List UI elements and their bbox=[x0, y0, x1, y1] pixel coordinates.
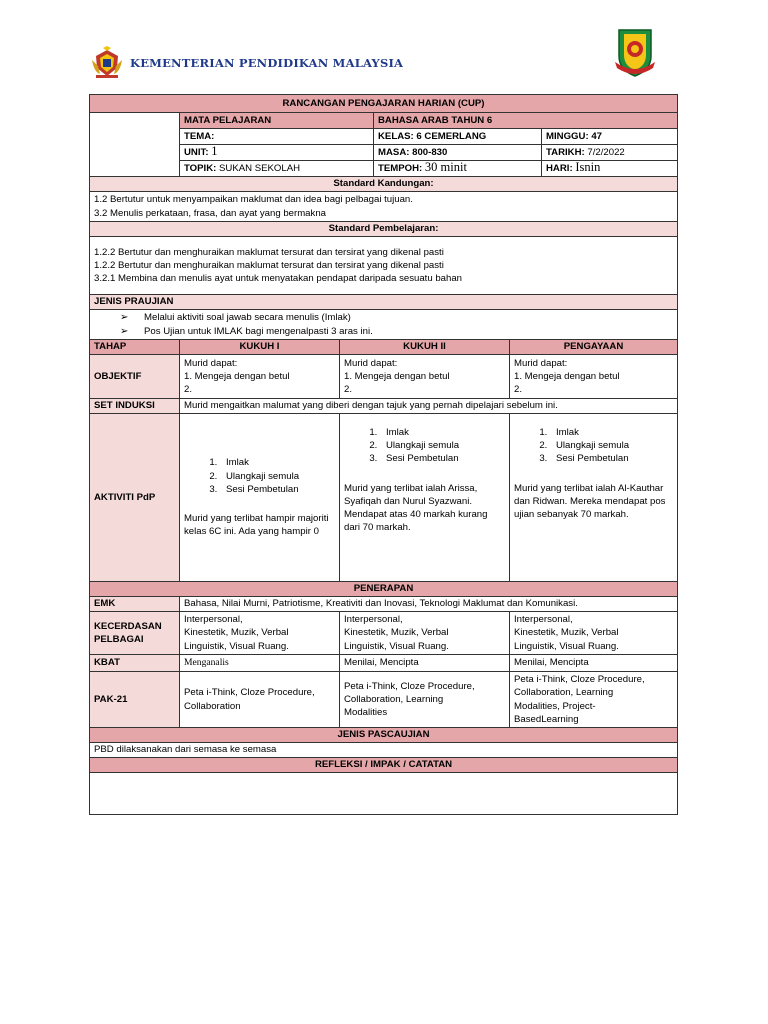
pak-line: Peta i-Think, Cloze Procedure, bbox=[184, 687, 315, 699]
aktiviti-k1 bbox=[180, 414, 340, 582]
kp-line: Kinestetik, Muzik, Verbal bbox=[514, 627, 619, 639]
kp-line: Interpersonal, bbox=[344, 614, 403, 626]
objektif-line: 1. Mengeja dengan betul bbox=[184, 370, 290, 382]
topik-value: SUKAN SEKOLAH bbox=[219, 162, 301, 174]
kp-line: Linguistik, Visual Ruang. bbox=[344, 640, 449, 652]
objektif-pengayaan bbox=[510, 355, 678, 399]
kukuh1-header: KUKUH I bbox=[180, 340, 340, 355]
pak21-label: PAK-21 bbox=[90, 672, 180, 728]
school-crest-icon bbox=[611, 26, 659, 78]
sk-line: 1.2 Bertutur untuk menyampaikan maklumat dan idea bagi pelbagai tujuan. bbox=[94, 194, 413, 206]
kecerdasan-k1 bbox=[180, 612, 340, 655]
refleksi-header: REFLEKSI / IMPAK / CATATAN bbox=[90, 758, 678, 773]
kp-line: Linguistik, Visual Ruang. bbox=[184, 640, 289, 652]
pak21-k2 bbox=[340, 672, 510, 728]
pascaujian-value: PBD dilaksanakan dari semasa ke semasa bbox=[90, 743, 678, 758]
unit-field bbox=[180, 145, 374, 161]
pak-line: BasedLearning bbox=[514, 713, 579, 725]
praujian-content bbox=[90, 310, 678, 340]
lesson-plan-table bbox=[89, 94, 678, 815]
ministry-header bbox=[90, 46, 403, 80]
masa-value: 800-830 bbox=[412, 146, 448, 158]
tarikh-label: TARIKH: bbox=[546, 146, 585, 158]
objektif-label: OBJEKTIF bbox=[90, 355, 180, 399]
praujian-list bbox=[94, 311, 673, 337]
objektif-line: Murid dapat: bbox=[184, 357, 238, 369]
kp-line: Interpersonal, bbox=[184, 614, 243, 626]
pak-line: Peta i-Think, Cloze Procedure, bbox=[514, 674, 645, 686]
pengayaan-header: PENGAYAAN bbox=[510, 340, 678, 355]
kecerdasan-label-line: PELBAGAI bbox=[94, 634, 144, 645]
minggu-value: 47 bbox=[591, 130, 602, 142]
hari-label: HARI: bbox=[546, 163, 573, 175]
emk-value: Bahasa, Nilai Murni, Patriotisme, Kreativiti dan Inovasi, Teknologi Maklumat dan Komunikasi. bbox=[180, 597, 678, 612]
subject-label: MATA PELAJARAN bbox=[180, 113, 374, 129]
aktiviti-item: 3. Sesi Pembetulan bbox=[220, 483, 335, 496]
objektif-line: 2. bbox=[344, 384, 353, 396]
pascaujian-header: JENIS PASCAUJIAN bbox=[90, 728, 678, 743]
tarikh-value: 7/2/2022 bbox=[587, 146, 625, 158]
kp-line: Kinestetik, Muzik, Verbal bbox=[344, 627, 449, 639]
pak-line: Collaboration, Learning bbox=[344, 693, 444, 705]
objektif-line: Murid dapat: bbox=[514, 357, 568, 369]
pak-line: Collaboration bbox=[184, 700, 241, 712]
pak-line: Collaboration, Learning bbox=[514, 687, 614, 699]
aktiviti-item: 2. Ulangkaji semula bbox=[220, 470, 335, 483]
sp-line: 1.2.2 Bertutur dan menghuraikan maklumat tersurat dan tersirat yang dikenal pasti bbox=[94, 246, 444, 258]
kbat-pengayaan: Menilai, Mencipta bbox=[510, 655, 678, 672]
unit-value: 1 bbox=[211, 144, 218, 159]
masa-label: MASA: bbox=[378, 146, 410, 158]
tempoh-field bbox=[374, 161, 542, 177]
aktiviti-pengayaan bbox=[510, 414, 678, 582]
kelas-field bbox=[374, 129, 542, 145]
unit-label: UNIT: bbox=[184, 147, 209, 159]
objektif-line: 2. bbox=[514, 384, 523, 396]
aktiviti-item: 3. Sesi Pembetulan bbox=[380, 452, 505, 465]
refleksi-content[interactable] bbox=[90, 773, 678, 815]
aktiviti-label: AKTIVITI PdP bbox=[90, 414, 180, 582]
penerapan-header: PENERAPAN bbox=[90, 582, 678, 597]
topik-field bbox=[180, 161, 374, 177]
pak-line: Modalities bbox=[344, 707, 388, 719]
standard-pembelajaran-content bbox=[90, 237, 678, 295]
kelas-label: KELAS: bbox=[378, 130, 414, 142]
kecerdasan-k2 bbox=[340, 612, 510, 655]
doc-title: RANCANGAN PENGAJARAN HARIAN (CUP) bbox=[90, 95, 678, 113]
objektif-line: 1. Mengeja dengan betul bbox=[514, 370, 620, 382]
praujian-header: JENIS PRAUJIAN bbox=[90, 295, 678, 310]
kecerdasan-pengayaan bbox=[510, 612, 678, 655]
sp-line: 3.2.1 Membina dan menulis ayat untuk menyatakan pendapat daripada sesuatu bahan bbox=[94, 273, 463, 285]
kelas-value: 6 CEMERLANG bbox=[416, 130, 487, 142]
masa-field bbox=[374, 145, 542, 161]
aktiviti-item: 1. Imlak bbox=[380, 426, 505, 439]
objektif-line: 2. bbox=[184, 384, 193, 396]
coat-of-arms-icon bbox=[90, 46, 124, 80]
aktiviti-list bbox=[184, 456, 335, 496]
pak21-k1 bbox=[180, 672, 340, 728]
hari-field bbox=[542, 161, 678, 177]
objektif-k2 bbox=[340, 355, 510, 399]
tempoh-value: 30 minit bbox=[424, 160, 467, 175]
aktiviti-item: 2. Ulangkaji semula bbox=[380, 439, 505, 452]
ministry-name: KEMENTERIAN PENDIDIKAN MALAYSIA bbox=[130, 56, 404, 70]
aktiviti-list bbox=[344, 426, 505, 466]
praujian-item: ➢ Melalui aktiviti soal jawab secara menulis (Imlak) bbox=[120, 311, 673, 324]
pak-line: Modalities, Project- bbox=[514, 700, 596, 712]
tempoh-label: TEMPOH: bbox=[378, 163, 423, 175]
tema-label: TEMA: bbox=[180, 129, 374, 145]
aktiviti-item: 1. Imlak bbox=[220, 456, 335, 469]
standard-kandungan-content bbox=[90, 192, 678, 222]
aktiviti-note: Murid yang terlibat ialah Al-Kauthar dan Ridwan. Mereka mendapat pos ujian sebanyak 70 markah. bbox=[514, 482, 666, 521]
praujian-item: ➢ Pos Ujian untuk IMLAK bagi mengenalpasti 3 aras ini. bbox=[120, 325, 673, 338]
aktiviti-k2 bbox=[340, 414, 510, 582]
pak-line: Peta i-Think, Cloze Procedure, bbox=[344, 680, 475, 692]
kp-line: Kinestetik, Muzik, Verbal bbox=[184, 627, 289, 639]
aktiviti-item: 3. Sesi Pembetulan bbox=[550, 452, 673, 465]
kp-line: Linguistik, Visual Ruang. bbox=[514, 640, 619, 652]
sk-line: 3.2 Menulis perkataan, frasa, dan ayat yang bermakna bbox=[94, 207, 326, 219]
set-induksi-label: SET INDUKSI bbox=[90, 399, 180, 414]
minggu-label: MINGGU: bbox=[546, 130, 589, 142]
kp-line: Interpersonal, bbox=[514, 614, 573, 626]
aktiviti-item: 1. Imlak bbox=[550, 426, 673, 439]
aktiviti-note: Murid yang terlibat hampir majoriti kelas 6C ini. Ada yang hampir 0 bbox=[184, 513, 329, 538]
minggu-field bbox=[542, 129, 678, 145]
emk-label: EMK bbox=[90, 597, 180, 612]
kecerdasan-label-line: KECERDASAN bbox=[94, 620, 162, 632]
standard-kandungan-header: Standard Kandungan: bbox=[90, 177, 678, 192]
aktiviti-list bbox=[514, 426, 673, 466]
blank-cell bbox=[90, 113, 180, 177]
hari-value: Isnin bbox=[575, 160, 601, 175]
kbat-k2: Menilai, Mencipta bbox=[340, 655, 510, 672]
standard-pembelajaran-header: Standard Pembelajaran: bbox=[90, 222, 678, 237]
objektif-line: Murid dapat: bbox=[344, 357, 398, 369]
kukuh2-header: KUKUH II bbox=[340, 340, 510, 355]
objektif-line: 1. Mengeja dengan betul bbox=[344, 370, 450, 382]
subject-value: BAHASA ARAB TAHUN 6 bbox=[374, 113, 678, 129]
set-induksi-value: Murid mengaitkan malumat yang diberi dengan tajuk yang pernah dipelajari sebelum ini. bbox=[180, 399, 678, 414]
kecerdasan-label bbox=[90, 612, 180, 655]
tarikh-field bbox=[542, 145, 678, 161]
sp-line: 1.2.2 Bertutur dan menghuraikan maklumat tersurat dan tersirat yang dikenal pasti bbox=[94, 259, 444, 271]
aktiviti-note: Murid yang terlibat ialah Arissa, Syafiqah dan Nurul Syazwani. Mendapat atas 40 markah kurang dari 70 markah. bbox=[344, 482, 488, 534]
pak21-pengayaan bbox=[510, 672, 678, 728]
aktiviti-item: 2. Ulangkaji semula bbox=[550, 439, 673, 452]
tahap-label: TAHAP bbox=[90, 340, 180, 355]
kbat-label: KBAT bbox=[90, 655, 180, 672]
objektif-k1 bbox=[180, 355, 340, 399]
topik-label: TOPIK: bbox=[184, 162, 217, 174]
kbat-k1: Menganalis bbox=[180, 655, 340, 672]
